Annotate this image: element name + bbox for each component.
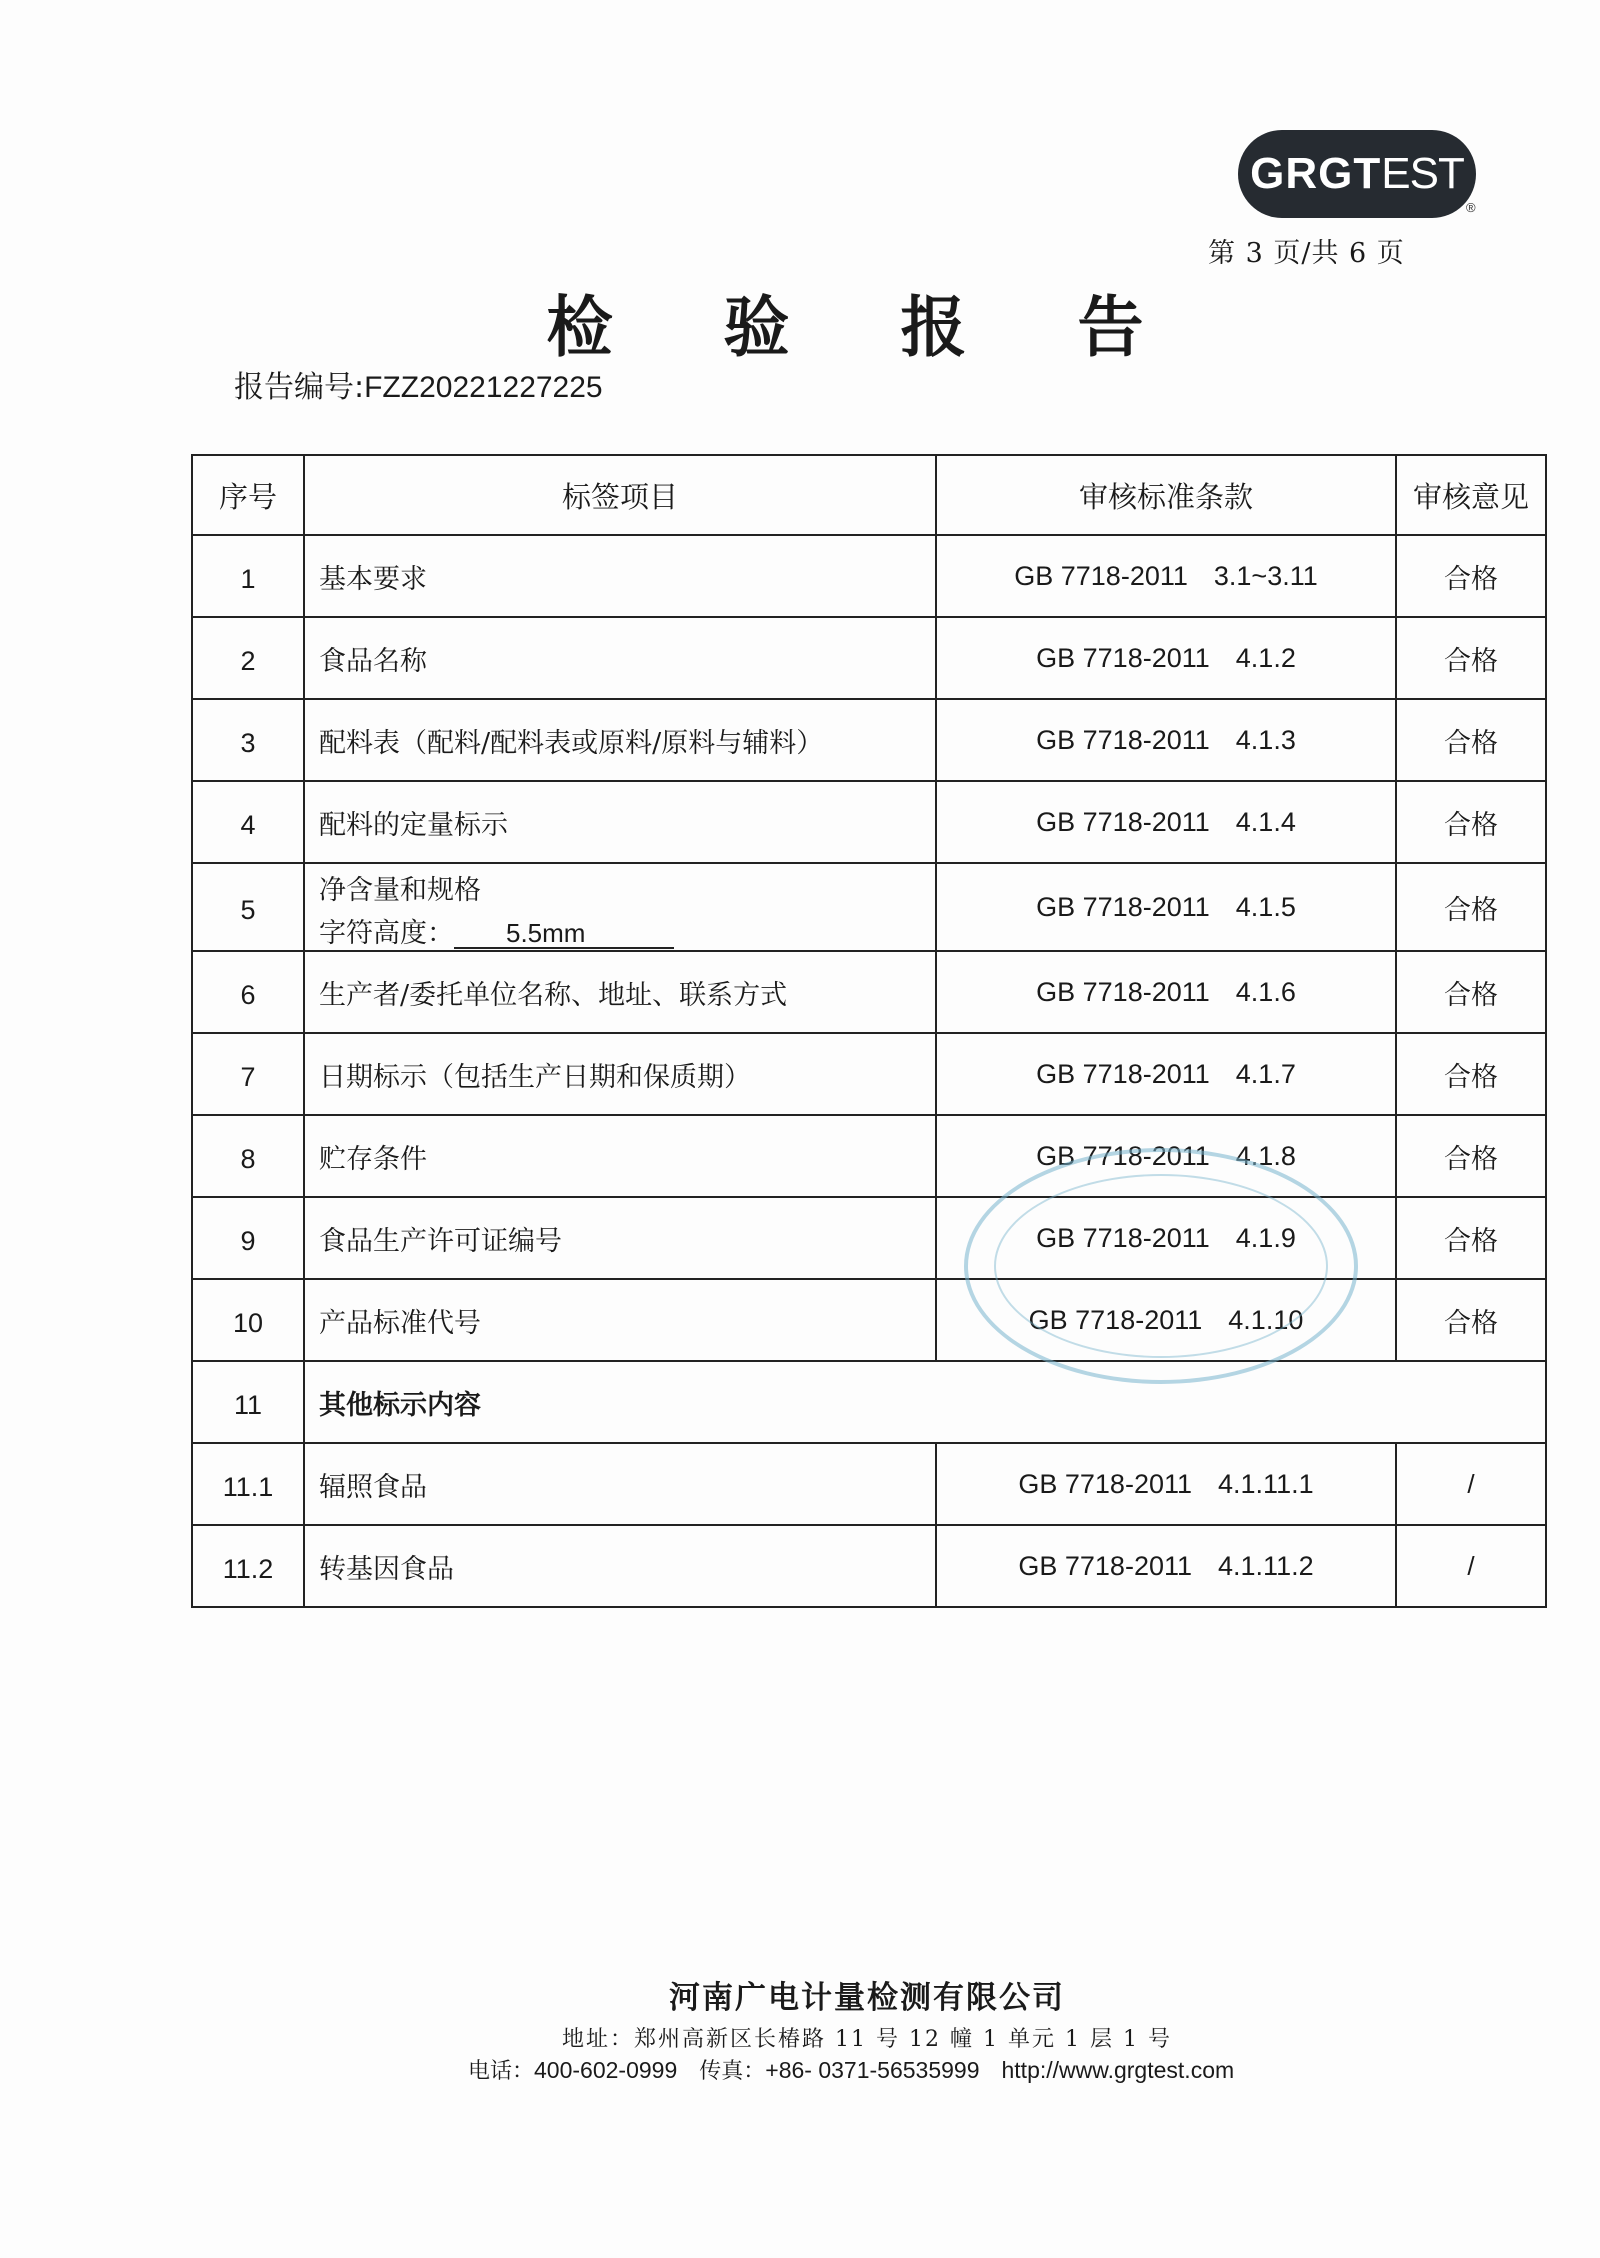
row-no: 11.1 [192, 1443, 304, 1525]
table-row [192, 535, 1546, 617]
review-table [191, 454, 1547, 1608]
row-no: 2 [192, 617, 304, 699]
standard-clause: 4.1.5 [1235, 891, 1296, 922]
row-standard [936, 535, 1396, 617]
row-opinion: / [1396, 1443, 1546, 1525]
standard-clause: 4.1.8 [1235, 1140, 1296, 1171]
standard-code: GB 7718-2011 [1036, 976, 1210, 1007]
table-row [192, 863, 1546, 951]
row-no: 7 [192, 1033, 304, 1115]
header-no: 序号 [192, 455, 304, 535]
row-standard [936, 951, 1396, 1033]
row-item: 日期标示（包括生产日期和保质期） [304, 1033, 936, 1115]
standard-code: GB 7718-2011 [1036, 642, 1210, 673]
fax-label: 传真： [699, 2059, 766, 2084]
table-row [192, 617, 1546, 699]
standard-clause: 4.1.9 [1235, 1222, 1296, 1253]
standard-clause: 3.1~3.11 [1213, 560, 1318, 591]
row-item: 生产者/委托单位名称、地址、联系方式 [304, 951, 936, 1033]
item-name: 净含量和规格 [319, 875, 481, 906]
standard-clause: 4.1.11.2 [1218, 1550, 1314, 1581]
table-row [192, 1443, 1546, 1525]
row-opinion: 合格 [1396, 1033, 1546, 1115]
row-item: 产品标准代号 [304, 1279, 936, 1361]
standard-clause: 4.1.10 [1228, 1304, 1304, 1335]
grgtest-logo [1238, 130, 1476, 218]
table-row [192, 1115, 1546, 1197]
fax-value: +86- 0371-56535999 [765, 2057, 980, 2083]
row-no: 11.2 [192, 1525, 304, 1607]
standard-clause: 4.1.4 [1235, 806, 1296, 837]
table-row [192, 1197, 1546, 1279]
standard-code: GB 7718-2011 [1036, 724, 1210, 755]
char-height-value: 5.5mm [454, 919, 674, 949]
row-no: 6 [192, 951, 304, 1033]
row-no: 8 [192, 1115, 304, 1197]
tel-value: 400-602-0999 [534, 2057, 678, 2083]
table-row [192, 1033, 1546, 1115]
row-no: 11 [192, 1361, 304, 1443]
row-standard [936, 1197, 1396, 1279]
char-height-label: 字符高度： [319, 918, 454, 949]
standard-code: GB 7718-2011 [1018, 1550, 1193, 1581]
char-height-line [319, 911, 935, 950]
row-no: 1 [192, 535, 304, 617]
row-opinion: / [1396, 1525, 1546, 1607]
row-item: 贮存条件 [304, 1115, 936, 1197]
standard-code: GB 7718-2011 [1036, 806, 1210, 837]
row-item: 配料表（配料/配料表或原料/原料与辅料） [304, 699, 936, 781]
row-item: 基本要求 [304, 535, 936, 617]
standard-clause: 4.1.7 [1235, 1058, 1296, 1089]
table-row [192, 1279, 1546, 1361]
standard-clause: 4.1.2 [1235, 642, 1296, 673]
footer-address: 地址：郑州高新区长椿路 11 号 12 幢 1 单元 1 层 1 号 [562, 2027, 1172, 2052]
row-standard [936, 617, 1396, 699]
row-item: 辐照食品 [304, 1443, 936, 1525]
document-title: 检 验 报 告 [546, 288, 1188, 366]
row-opinion: 合格 [1396, 1197, 1546, 1279]
logo-text-thin: EST [1381, 149, 1464, 198]
row-opinion: 合格 [1396, 781, 1546, 863]
footer-contact [468, 2054, 1234, 2085]
row-standard [936, 1443, 1396, 1525]
table-row [192, 1361, 1546, 1443]
row-no: 3 [192, 699, 304, 781]
standard-clause: 4.1.6 [1235, 976, 1296, 1007]
row-opinion: 合格 [1396, 1279, 1546, 1361]
row-no: 10 [192, 1279, 304, 1361]
standard-code: GB 7718-2011 [1028, 1304, 1203, 1335]
standard-clause: 4.1.11.1 [1218, 1468, 1314, 1499]
standard-code: GB 7718-2011 [1036, 1058, 1210, 1089]
row-standard [936, 1525, 1396, 1607]
row-item: 食品生产许可证编号 [304, 1197, 936, 1279]
report-number-value: FZZ20221227225 [364, 371, 603, 404]
table-row [192, 1525, 1546, 1607]
standard-clause: 4.1.3 [1235, 724, 1296, 755]
standard-code: GB 7718-2011 [1036, 1222, 1210, 1253]
row-opinion: 合格 [1396, 699, 1546, 781]
row-opinion: 合格 [1396, 951, 1546, 1033]
standard-code: GB 7718-2011 [1036, 891, 1210, 922]
table-row [192, 699, 1546, 781]
header-item: 标签项目 [304, 455, 936, 535]
row-no: 9 [192, 1197, 304, 1279]
report-number [234, 362, 603, 406]
row-item [304, 863, 936, 951]
table-header-row [192, 455, 1546, 535]
report-number-label: 报告编号: [234, 370, 365, 405]
header-standard: 审核标准条款 [936, 455, 1396, 535]
row-standard [936, 1279, 1396, 1361]
page-number: 第 3 页/共 6 页 [1208, 238, 1405, 269]
row-standard [936, 1115, 1396, 1197]
tel-label: 电话： [468, 2059, 535, 2084]
row-opinion: 合格 [1396, 617, 1546, 699]
row-standard [936, 1033, 1396, 1115]
row-item: 配料的定量标示 [304, 781, 936, 863]
row-no: 5 [192, 863, 304, 951]
row-opinion: 合格 [1396, 535, 1546, 617]
footer-company-name: 河南广电计量检测有限公司 [669, 1980, 1065, 2016]
row-item: 食品名称 [304, 617, 936, 699]
row-standard [936, 781, 1396, 863]
row-item-section: 其他标示内容 [304, 1361, 1546, 1443]
row-opinion: 合格 [1396, 1115, 1546, 1197]
standard-code: GB 7718-2011 [1014, 560, 1188, 591]
standard-code: GB 7718-2011 [1036, 1140, 1210, 1171]
row-item: 转基因食品 [304, 1525, 936, 1607]
standard-code: GB 7718-2011 [1018, 1468, 1193, 1499]
registered-mark: ® [1466, 200, 1476, 215]
header-opinion: 审核意见 [1396, 455, 1546, 535]
row-standard [936, 863, 1396, 951]
row-no: 4 [192, 781, 304, 863]
table-row [192, 951, 1546, 1033]
table-row [192, 781, 1546, 863]
website-link[interactable]: http://www.grgtest.com [1001, 2057, 1235, 2083]
row-opinion: 合格 [1396, 863, 1546, 951]
logo-text-bold: GRGT [1250, 149, 1382, 198]
row-standard [936, 699, 1396, 781]
